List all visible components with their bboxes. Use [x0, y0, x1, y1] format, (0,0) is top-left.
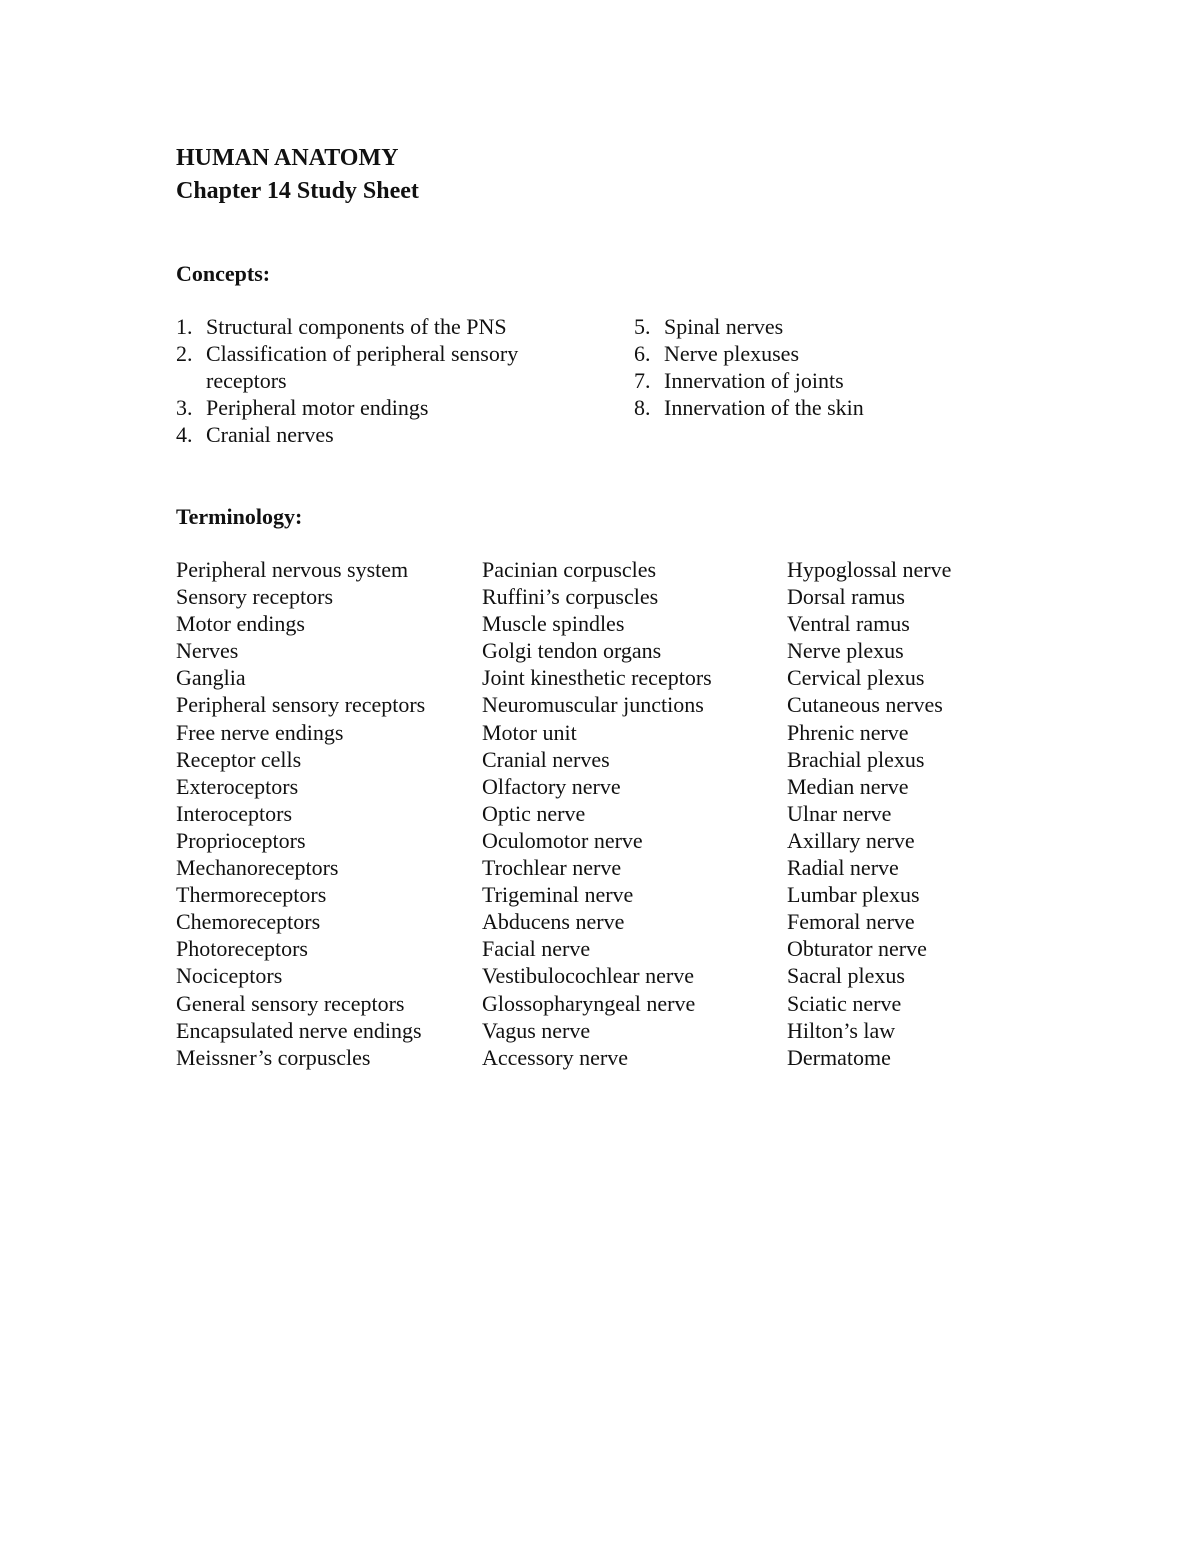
term-item: Femoral nerve: [787, 909, 915, 935]
term-item: Pacinian corpuscles: [482, 557, 657, 582]
term-item: Sciatic nerve: [787, 990, 902, 1016]
concept-number: 8.: [634, 395, 651, 420]
term-item: Golgi tendon organs: [482, 638, 662, 664]
term-item: Oculomotor nerve: [482, 827, 643, 853]
concept-item: [634, 313, 1034, 340]
term-item: Neuromuscular junctions: [482, 692, 704, 718]
terminology-column-1: [176, 556, 425, 1071]
concept-item: [176, 421, 576, 448]
term-item: Exteroceptors: [176, 773, 299, 799]
term-item: Thermoreceptors: [176, 882, 327, 908]
concept-number: 2.: [176, 341, 193, 366]
concept-number: 4.: [176, 422, 193, 447]
term-item: Hypoglossal nerve: [787, 557, 952, 582]
concept-text: Spinal nerves: [664, 314, 784, 339]
concept-item: [634, 394, 1034, 421]
term-item: Ganglia: [176, 665, 246, 691]
concept-text: Innervation of joints: [664, 368, 844, 393]
term-item: Hilton’s law: [787, 1017, 896, 1043]
concept-item: [176, 313, 576, 340]
term-item: Motor unit: [482, 719, 577, 745]
term-item: Receptor cells: [176, 746, 302, 772]
term-item: Vagus nerve: [482, 1017, 591, 1043]
terminology-column-3: [787, 556, 951, 1071]
term-item: Interoceptors: [176, 800, 293, 826]
term-item: Free nerve endings: [176, 719, 344, 745]
concept-number: 7.: [634, 368, 651, 393]
term-item: Dermatome: [787, 1044, 891, 1070]
term-item: Cutaneous nerves: [787, 692, 943, 718]
concept-item: [634, 340, 1034, 367]
term-item: Photoreceptors: [176, 936, 308, 962]
term-item: Nerve plexus: [787, 638, 904, 664]
term-item: Accessory nerve: [482, 1044, 628, 1070]
concept-number: 5.: [634, 314, 651, 339]
term-item: Sacral plexus: [787, 963, 905, 989]
term-item: Cervical plexus: [787, 665, 925, 691]
term-item: Axillary nerve: [787, 827, 915, 853]
term-item: Radial nerve: [787, 855, 899, 881]
term-item: Brachial plexus: [787, 746, 925, 772]
terminology-heading: Terminology:: [176, 504, 303, 529]
concept-item: [176, 340, 576, 394]
concept-text: Peripheral motor endings: [206, 395, 429, 420]
document-subtitle: Chapter 14 Study Sheet: [176, 178, 419, 204]
concept-number: 3.: [176, 395, 193, 420]
concept-text: Innervation of the skin: [664, 395, 864, 420]
term-item: Vestibulocochlear nerve: [482, 963, 694, 989]
concept-item: [634, 367, 1034, 394]
concept-text: Classification of peripheral sensory receptors: [206, 341, 519, 393]
term-item: Phrenic nerve: [787, 719, 909, 745]
term-item: Obturator nerve: [787, 936, 927, 962]
term-item: Sensory receptors: [176, 584, 334, 610]
term-item: Median nerve: [787, 773, 909, 799]
term-item: Meissner’s corpuscles: [176, 1044, 371, 1070]
term-item: Proprioceptors: [176, 827, 306, 853]
concept-text: Structural components of the PNS: [206, 314, 507, 339]
term-item: Olfactory nerve: [482, 773, 621, 799]
term-item: Dorsal ramus: [787, 584, 905, 610]
concept-number: 1.: [176, 314, 193, 339]
term-item: Nociceptors: [176, 963, 283, 989]
term-item: Peripheral sensory receptors: [176, 692, 426, 718]
term-item: Mechanoreceptors: [176, 855, 339, 881]
concepts-list-left: [176, 313, 576, 448]
term-item: Optic nerve: [482, 800, 586, 826]
term-item: Trochlear nerve: [482, 855, 622, 881]
term-item: Facial nerve: [482, 936, 591, 962]
term-item: Chemoreceptors: [176, 909, 321, 935]
term-item: Lumbar plexus: [787, 882, 920, 908]
document-title: HUMAN ANATOMY: [176, 145, 399, 171]
concepts-list-right: [634, 313, 1034, 421]
term-item: Motor endings: [176, 611, 305, 637]
term-item: Trigeminal nerve: [482, 882, 634, 908]
term-item: General sensory receptors: [176, 990, 405, 1016]
term-item: Ulnar nerve: [787, 800, 892, 826]
terminology-column-2: [482, 556, 712, 1071]
term-item: Ruffini’s corpuscles: [482, 584, 659, 610]
concept-text: Cranial nerves: [206, 422, 334, 447]
term-item: Joint kinesthetic receptors: [482, 665, 712, 691]
concept-text: Nerve plexuses: [664, 341, 800, 366]
term-item: Muscle spindles: [482, 611, 625, 637]
term-item: Abducens nerve: [482, 909, 625, 935]
term-item: Peripheral nervous system: [176, 557, 409, 582]
concepts-heading: Concepts:: [176, 261, 271, 286]
term-item: Encapsulated nerve endings: [176, 1017, 422, 1043]
concept-number: 6.: [634, 341, 651, 366]
term-item: Nerves: [176, 638, 239, 664]
term-item: Glossopharyngeal nerve: [482, 990, 696, 1016]
term-item: Ventral ramus: [787, 611, 910, 637]
concept-item: [176, 394, 576, 421]
term-item: Cranial nerves: [482, 746, 610, 772]
